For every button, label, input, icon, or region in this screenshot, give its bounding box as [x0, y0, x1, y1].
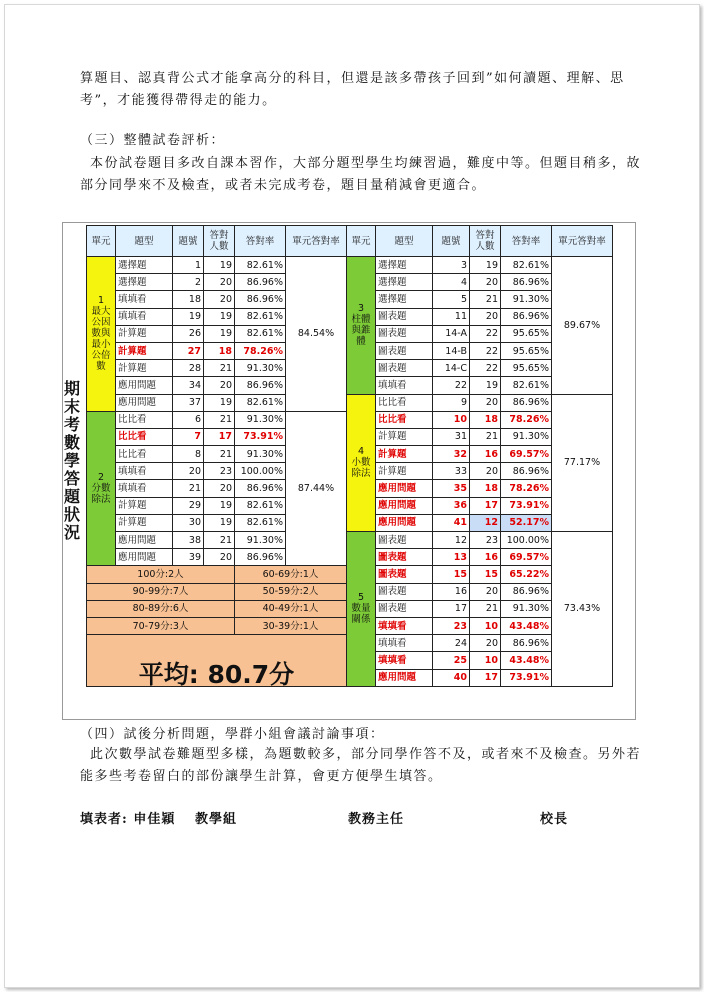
question-type: 計算題 — [116, 514, 173, 531]
question-number: 38 — [173, 532, 204, 549]
correct-rate: 86.96% — [235, 480, 286, 497]
question-type: 圖表題 — [376, 360, 433, 377]
correct-rate: 69.57% — [501, 549, 552, 566]
question-number: 28 — [173, 360, 204, 377]
question-number: 30 — [173, 514, 204, 531]
correct-count: 21 — [204, 532, 235, 549]
question-number: 2 — [173, 274, 204, 291]
question-number: 16 — [433, 583, 470, 600]
question-type: 圖表題 — [376, 532, 433, 549]
score-distribution-cell: 70-79分:3人 — [87, 617, 235, 634]
unit-label-line: 1 — [97, 295, 105, 307]
correct-rate: 91.30% — [235, 532, 286, 549]
question-number: 22 — [433, 377, 470, 394]
correct-rate: 91.30% — [235, 411, 286, 428]
correct-rate: 82.61% — [235, 497, 286, 514]
column-header: 單元 — [347, 226, 376, 257]
score-distribution-cell: 40-49分:1人 — [235, 600, 347, 617]
question-type: 應用問題 — [116, 549, 173, 566]
unit-3-label — [347, 257, 376, 395]
correct-rate: 82.61% — [235, 394, 286, 411]
question-type: 圖表題 — [376, 325, 433, 342]
question-type: 比比看 — [376, 411, 433, 428]
section-3-line2: 部分同學來不及檢查，或者未完成考卷，題目量稍減會更適合。 — [80, 178, 487, 193]
correct-rate: 86.96% — [501, 308, 552, 325]
correct-rate: 73.91% — [501, 497, 552, 514]
correct-count: 20 — [204, 291, 235, 308]
question-number: 10 — [433, 411, 470, 428]
table-row — [87, 394, 613, 411]
section-3-line1: 本份試卷題目多改自課本習作，大部分題型學生均練習過，難度中等。但題目稍多，故 — [90, 156, 642, 171]
question-type: 圖表題 — [376, 342, 433, 359]
question-number: 39 — [173, 549, 204, 566]
score-distribution-cell: 30-39分:1人 — [235, 617, 347, 634]
column-header: 單元答對率 — [552, 226, 613, 257]
correct-rate: 86.96% — [501, 274, 552, 291]
column-header: 題號 — [173, 226, 204, 257]
correct-rate: 82.61% — [235, 257, 286, 274]
correct-rate: 78.26% — [501, 411, 552, 428]
question-number: 36 — [433, 497, 470, 514]
correct-count: 18 — [470, 411, 501, 428]
correct-rate: 86.96% — [501, 583, 552, 600]
question-number: 37 — [173, 394, 204, 411]
question-type: 填填看 — [376, 377, 433, 394]
question-type: 計算題 — [376, 463, 433, 480]
question-number: 11 — [433, 308, 470, 325]
unit-4-average: 77.17% — [552, 394, 613, 532]
question-number: 33 — [433, 463, 470, 480]
unit-4-label — [347, 394, 376, 532]
question-number: 40 — [433, 669, 470, 686]
correct-rate: 95.65% — [501, 342, 552, 359]
question-number: 1 — [173, 257, 204, 274]
question-number: 3 — [433, 257, 470, 274]
unit-2-label — [87, 411, 116, 566]
correct-rate: 43.48% — [501, 652, 552, 669]
section-4-line2: 能多些考卷留白的部份讓學生計算，會更方便學生填答。 — [80, 769, 443, 784]
correct-count: 10 — [470, 617, 501, 634]
correct-count: 20 — [470, 394, 501, 411]
signature-teaching: 教學組 — [195, 812, 238, 827]
question-number: 29 — [173, 497, 204, 514]
correct-count: 15 — [470, 566, 501, 583]
unit-label-line: 最大公因數與最小公倍數 — [91, 306, 111, 373]
results-table — [86, 225, 613, 687]
column-header: 題型 — [116, 226, 173, 257]
question-number: 27 — [173, 342, 204, 359]
question-number: 23 — [433, 617, 470, 634]
correct-count: 20 — [204, 480, 235, 497]
question-number: 7 — [173, 428, 204, 445]
class-average-cell — [87, 635, 347, 687]
column-header: 單元答對率 — [286, 226, 347, 257]
question-number: 34 — [173, 377, 204, 394]
correct-rate: 86.96% — [235, 291, 286, 308]
correct-count: 19 — [470, 377, 501, 394]
table-side-title: 期末考數學答題狀況 — [64, 379, 81, 542]
unit-label-line: 柱體與錐體 — [351, 314, 371, 348]
signature-principal: 校長 — [540, 812, 569, 827]
question-number: 19 — [173, 308, 204, 325]
correct-rate: 65.22% — [501, 566, 552, 583]
question-type: 應用問題 — [116, 394, 173, 411]
correct-rate: 43.48% — [501, 617, 552, 634]
unit-label-line: 5 — [357, 592, 365, 604]
correct-count: 16 — [470, 446, 501, 463]
question-type: 計算題 — [116, 342, 173, 359]
question-number: 18 — [173, 291, 204, 308]
correct-count: 20 — [470, 274, 501, 291]
question-number: 32 — [433, 446, 470, 463]
correct-count: 19 — [470, 257, 501, 274]
question-type: 選擇題 — [376, 257, 433, 274]
question-number: 20 — [173, 463, 204, 480]
question-number: 4 — [433, 274, 470, 291]
question-number: 26 — [173, 325, 204, 342]
question-type: 填填看 — [116, 463, 173, 480]
correct-rate: 95.65% — [501, 325, 552, 342]
question-type: 比比看 — [116, 428, 173, 445]
unit-5-average: 73.43% — [552, 532, 613, 687]
correct-count: 18 — [204, 342, 235, 359]
score-distribution-cell: 80-89分:6人 — [87, 600, 235, 617]
question-number: 17 — [433, 600, 470, 617]
paragraph-intro-1: 算題目、認真背公式才能拿高分的科目，但還是該多帶孩子回到”如何讀題、理解、思 — [80, 71, 625, 86]
column-header: 答對率 — [235, 226, 286, 257]
correct-count: 22 — [470, 360, 501, 377]
signature-filler: 填表者: 申佳穎 — [80, 812, 176, 827]
correct-rate: 78.26% — [501, 480, 552, 497]
correct-count: 22 — [470, 325, 501, 342]
correct-count: 19 — [204, 497, 235, 514]
correct-count: 20 — [470, 308, 501, 325]
unit-5-label — [347, 532, 376, 687]
question-type: 計算題 — [116, 360, 173, 377]
section-4-line1: 此次數學試卷難題型多樣，為題數較多，部分同學作答不及，或者來不及檢查。另外若 — [90, 747, 642, 762]
correct-count: 16 — [470, 549, 501, 566]
question-number: 8 — [173, 446, 204, 463]
question-type: 比比看 — [116, 411, 173, 428]
correct-count: 17 — [470, 669, 501, 686]
question-type: 圖表題 — [376, 600, 433, 617]
correct-rate: 86.96% — [501, 394, 552, 411]
correct-rate: 52.17% — [501, 514, 552, 531]
correct-rate: 86.96% — [501, 635, 552, 652]
question-number: 21 — [173, 480, 204, 497]
question-type: 選擇題 — [376, 274, 433, 291]
question-type: 計算題 — [116, 325, 173, 342]
score-distribution-cell: 50-59分:2人 — [235, 583, 347, 600]
correct-count: 20 — [204, 274, 235, 291]
unit-label-line: 3 — [357, 303, 365, 315]
correct-count: 19 — [204, 394, 235, 411]
correct-count: 20 — [204, 377, 235, 394]
correct-count: 21 — [470, 291, 501, 308]
column-header: 題型 — [376, 226, 433, 257]
question-type: 選擇題 — [376, 291, 433, 308]
question-type: 圖表題 — [376, 308, 433, 325]
correct-count: 19 — [204, 257, 235, 274]
unit-2-average: 87.44% — [286, 411, 347, 566]
correct-rate: 91.30% — [501, 428, 552, 445]
correct-rate: 82.61% — [501, 257, 552, 274]
correct-count: 21 — [470, 600, 501, 617]
question-type: 應用問題 — [376, 514, 433, 531]
question-number: 41 — [433, 514, 470, 531]
table-row — [87, 532, 613, 549]
score-distribution-cell: 90-99分:7人 — [87, 583, 235, 600]
correct-rate: 82.61% — [501, 377, 552, 394]
unit-label-line: 分數除法 — [91, 483, 111, 506]
correct-count: 20 — [470, 463, 501, 480]
correct-count: 21 — [204, 411, 235, 428]
question-number: 6 — [173, 411, 204, 428]
question-type: 選擇題 — [116, 257, 173, 274]
table-row — [87, 257, 613, 274]
question-number: 15 — [433, 566, 470, 583]
score-distribution-cell: 100分:2人 — [87, 566, 235, 583]
question-type: 填填看 — [116, 480, 173, 497]
correct-rate: 91.30% — [235, 360, 286, 377]
unit-label-line: 2 — [97, 472, 105, 484]
correct-rate: 73.91% — [501, 669, 552, 686]
question-type: 填填看 — [116, 308, 173, 325]
correct-count: 12 — [470, 514, 501, 531]
question-type: 圖表題 — [376, 549, 433, 566]
question-type: 應用問題 — [376, 497, 433, 514]
question-type: 計算題 — [376, 428, 433, 445]
correct-rate: 73.91% — [235, 428, 286, 445]
correct-count: 17 — [470, 497, 501, 514]
question-type: 應用問題 — [116, 377, 173, 394]
section-3-heading: （三）整體試卷評析： — [80, 133, 226, 148]
question-number: 35 — [433, 480, 470, 497]
question-number: 25 — [433, 652, 470, 669]
table-header-row — [87, 226, 613, 257]
question-type: 計算題 — [376, 446, 433, 463]
unit-label-line: 4 — [357, 446, 365, 458]
question-type: 填填看 — [376, 635, 433, 652]
correct-count: 19 — [204, 308, 235, 325]
column-header: 答對率 — [501, 226, 552, 257]
correct-rate: 78.26% — [235, 342, 286, 359]
question-type: 選擇題 — [116, 274, 173, 291]
correct-count: 18 — [470, 480, 501, 497]
correct-rate: 100.00% — [501, 532, 552, 549]
paragraph-intro-2: 考”，才能獲得帶得走的能力。 — [80, 93, 277, 108]
correct-rate: 69.57% — [501, 446, 552, 463]
section-4-heading: （四）試後分析問題，學群小組會議討論事項： — [80, 727, 385, 742]
unit-label-line: 小數除法 — [351, 457, 371, 480]
correct-rate: 86.96% — [235, 274, 286, 291]
correct-rate: 86.96% — [501, 463, 552, 480]
question-type: 圖表題 — [376, 583, 433, 600]
question-type: 應用問題 — [376, 669, 433, 686]
correct-count: 22 — [470, 342, 501, 359]
question-number: 24 — [433, 635, 470, 652]
correct-rate: 95.65% — [501, 360, 552, 377]
column-header: 題號 — [433, 226, 470, 257]
correct-count: 21 — [204, 446, 235, 463]
column-header: 單元 — [87, 226, 116, 257]
class-average: 平均: 80.7分 — [138, 659, 295, 689]
correct-rate: 91.30% — [501, 600, 552, 617]
correct-count: 20 — [470, 635, 501, 652]
question-type: 比比看 — [116, 446, 173, 463]
score-distribution-cell: 60-69分:1人 — [235, 566, 347, 583]
question-number: 13 — [433, 549, 470, 566]
question-number: 14-A — [433, 325, 470, 342]
correct-rate: 82.61% — [235, 325, 286, 342]
column-header: 答對人數 — [204, 226, 235, 257]
question-number: 31 — [433, 428, 470, 445]
correct-rate: 82.61% — [235, 514, 286, 531]
question-number: 5 — [433, 291, 470, 308]
question-type: 計算題 — [116, 497, 173, 514]
correct-rate: 86.96% — [235, 549, 286, 566]
correct-count: 19 — [204, 514, 235, 531]
question-type: 應用問題 — [116, 532, 173, 549]
question-type: 填填看 — [116, 291, 173, 308]
correct-rate: 91.30% — [235, 446, 286, 463]
correct-count: 21 — [204, 360, 235, 377]
correct-count: 21 — [470, 428, 501, 445]
unit-label-line: 數量關係 — [351, 603, 371, 626]
correct-rate: 100.00% — [235, 463, 286, 480]
correct-count: 20 — [204, 549, 235, 566]
correct-count: 10 — [470, 652, 501, 669]
question-number: 12 — [433, 532, 470, 549]
correct-count: 23 — [204, 463, 235, 480]
question-type: 填填看 — [376, 652, 433, 669]
question-type: 圖表題 — [376, 566, 433, 583]
unit-3-average: 89.67% — [552, 257, 613, 395]
question-number: 9 — [433, 394, 470, 411]
correct-count: 19 — [204, 325, 235, 342]
unit-1-label — [87, 257, 116, 412]
question-number: 14-B — [433, 342, 470, 359]
correct-rate: 82.61% — [235, 308, 286, 325]
correct-rate: 91.30% — [501, 291, 552, 308]
correct-rate: 86.96% — [235, 377, 286, 394]
question-number: 14-C — [433, 360, 470, 377]
signature-director: 教務主任 — [348, 812, 405, 827]
correct-count: 17 — [204, 428, 235, 445]
correct-count: 20 — [470, 583, 501, 600]
unit-1-average: 84.54% — [286, 257, 347, 412]
question-type: 填填看 — [376, 617, 433, 634]
correct-count: 23 — [470, 532, 501, 549]
question-type: 比比看 — [376, 394, 433, 411]
column-header: 答對人數 — [470, 226, 501, 257]
question-type: 應用問題 — [376, 480, 433, 497]
